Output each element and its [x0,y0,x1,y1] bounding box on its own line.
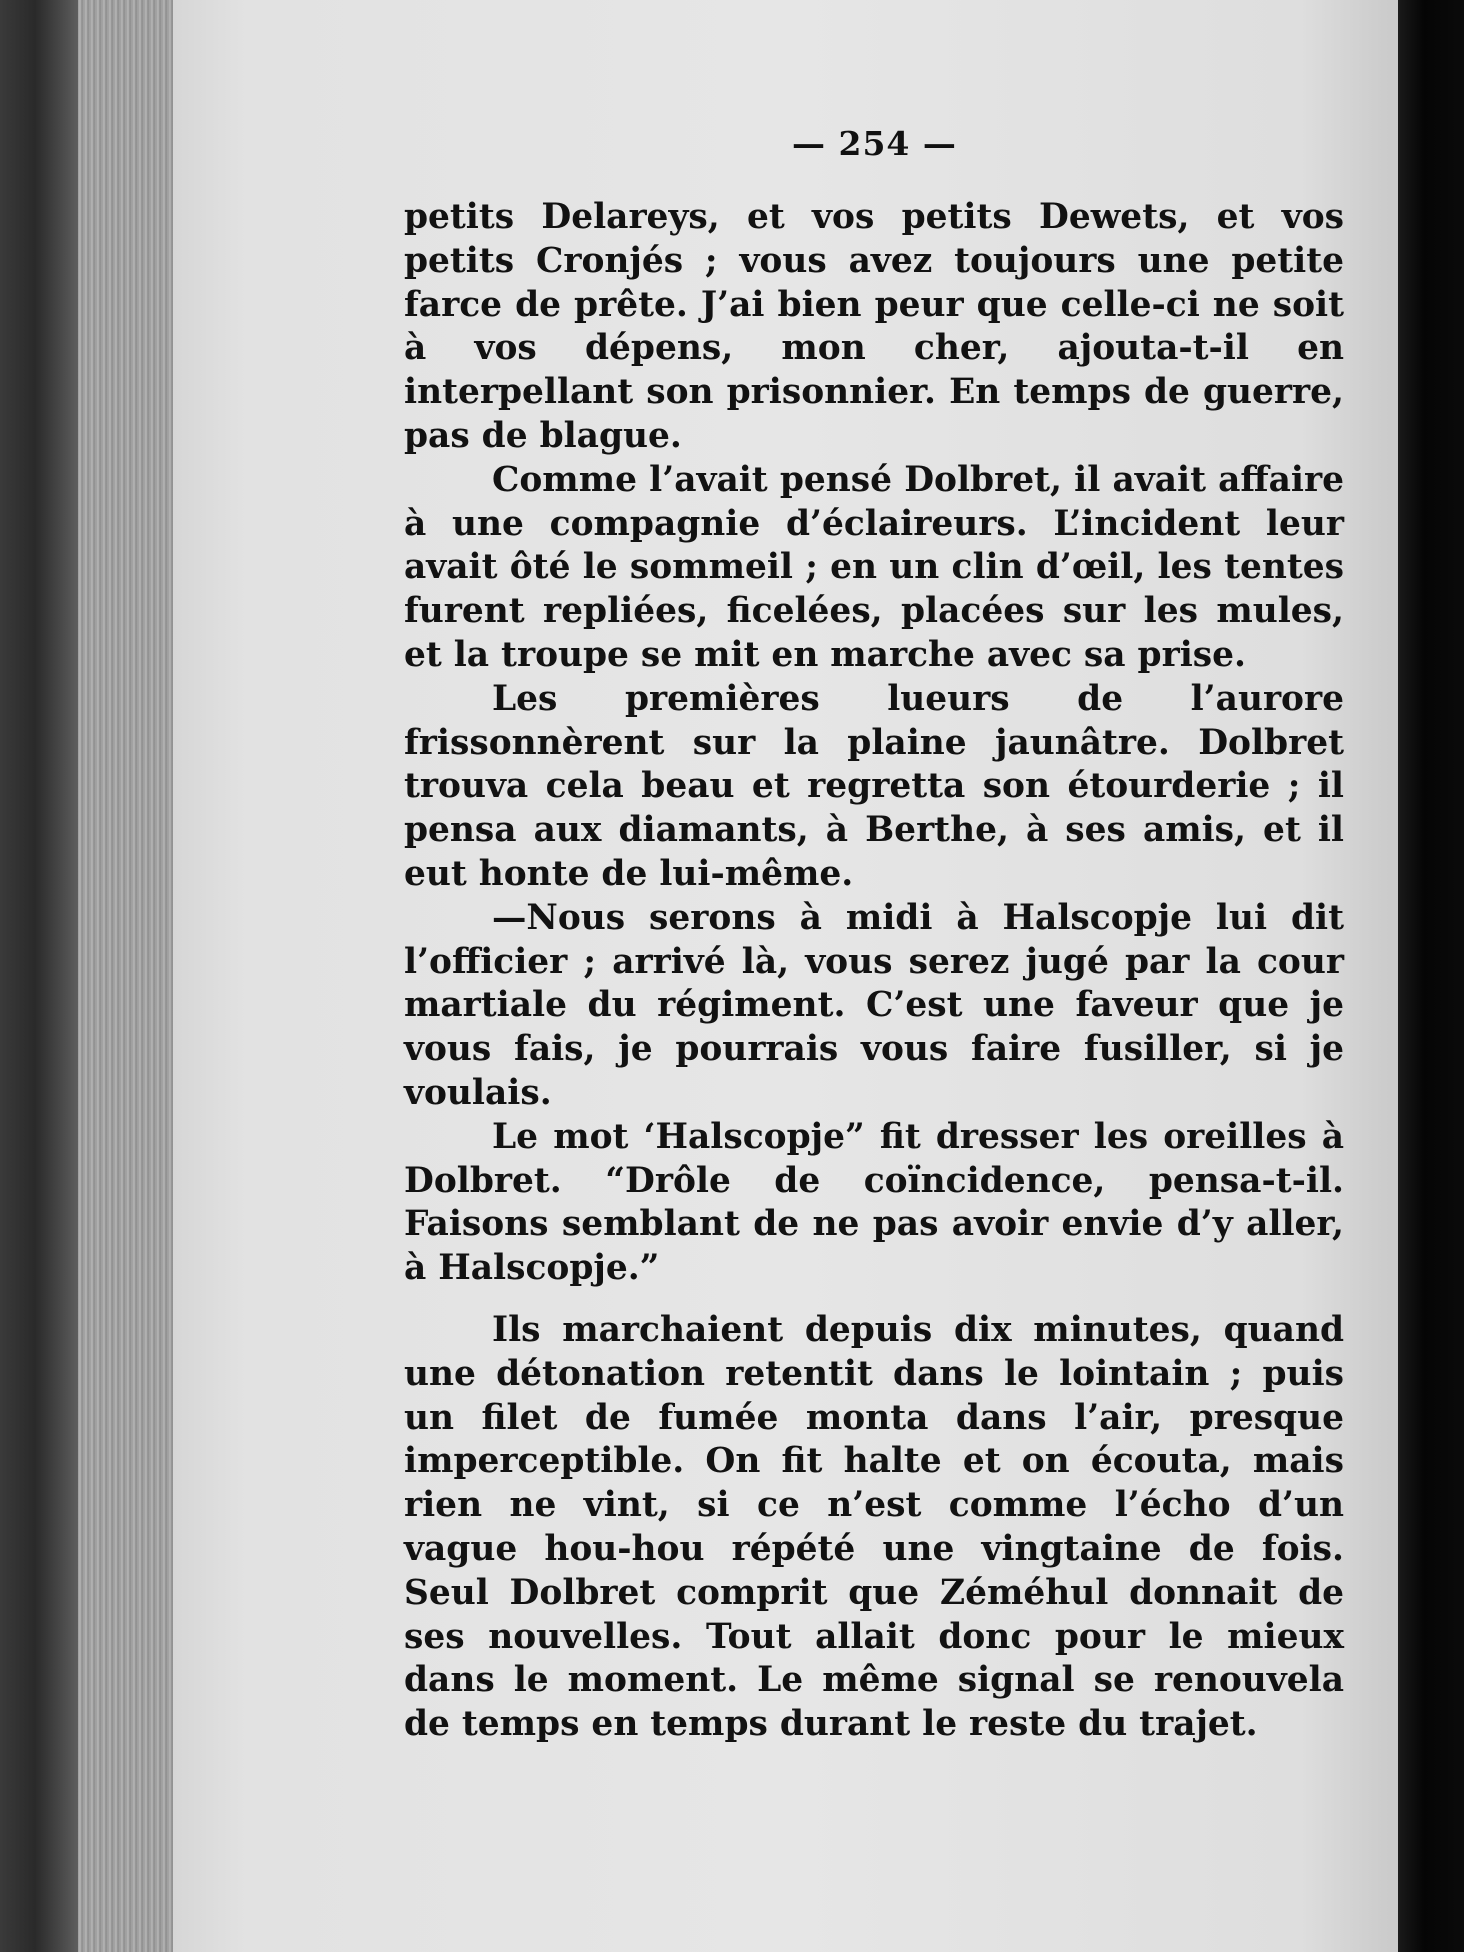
paragraph-4: —Nous serons à midi à Halscopje lui dit l’officier ; arrivé là, vous serez jugé par la cour martiale du régiment. C’est une faveur que je vous fais, je pourrais vous faire fusiller, si je voulais. [404,897,1344,1113]
paragraph-6: Ils marchaient depuis dix minutes, quand une détonation retentit dans le lointain ; puis un filet de fumée monta dans l’air, presque imperceptible. On fit halte et on écouta, mais rien ne vint, si ce n’est comme l’écho d’un vague hou-hou répété une vingtaine de fois. Seul Dolbret comprit que Zéméhul donnait de ses nouvelles. Tout allait donc pour le mieux dans le moment. Le même signal se renouvela de temps en temps durant le reste du trajet. [404,1309,1344,1745]
body-text [404,196,1344,1747]
paragraph-3: Les premières lueurs de l’aurore frissonnèrent sur la plaine jaunâtre. Dolbret trouva cela beau et regretta son étourderie ; il pensa aux diamants, à Berthe, à ses amis, et il eut honte de lui-même. [404,678,1344,894]
paragraph-5: Le mot ‘Halscopje” fit dresser les oreilles à Dolbret. “Drôle de coïncidence, pensa-t-il. Faisons semblant de ne pas avoir envie d’y aller, à Halscopje.” [404,1116,1344,1289]
paragraph-2: Comme l’avait pensé Dolbret, il avait affaire à une compagnie d’éclaireurs. L’incident leur avait ôté le sommeil ; en un clin d’œil, les tentes furent repliées, ficelées, placées sur les mules, et la troupe se mit en marche avec sa prise. [404,459,1344,675]
paragraph-1: petits Delareys, et vos petits Dewets, et vos petits Cronjés ; vous avez toujours une petite farce de prête. J’ai bien peur que celle-ci ne soit à vos dépens, mon cher, ajouta-t-il en interpellant son prisonnier. En temps de guerre, pas de blague. [404,197,1344,456]
page-shadow [1398,0,1464,1952]
book-binding [0,0,78,1952]
page-number: — 254 — [792,124,957,163]
page-edges [78,0,173,1952]
